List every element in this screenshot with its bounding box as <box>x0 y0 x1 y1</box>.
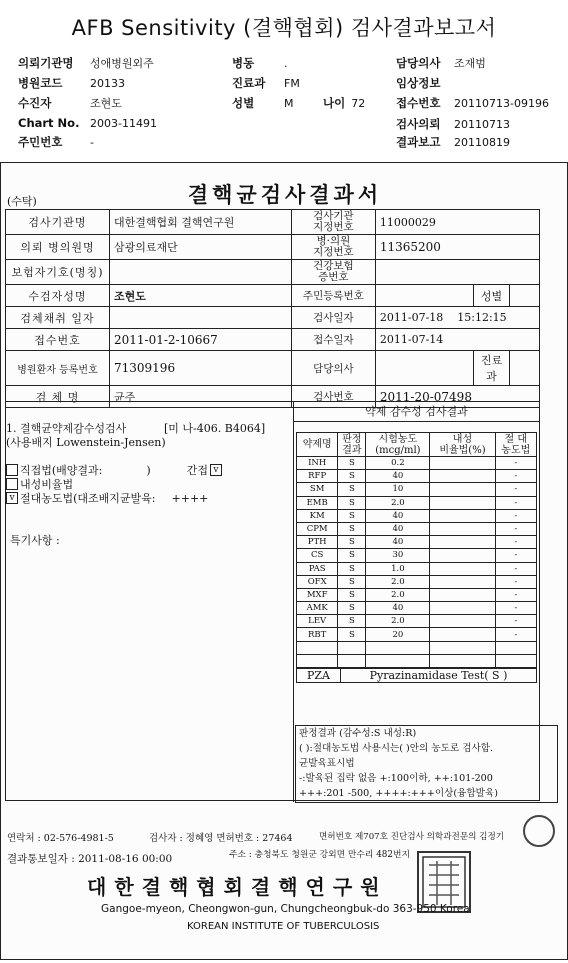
direct-checkbox[interactable] <box>6 464 18 476</box>
legend-line: 균발육표시법 <box>299 758 355 769</box>
insurance-label: 보험자기호(명칭) <box>6 260 110 285</box>
header-right-value: 20110713 <box>454 118 510 131</box>
drug-row <box>297 615 537 628</box>
drug-column-header: 약제명 <box>297 433 338 457</box>
header-left-value: 20133 <box>90 77 125 90</box>
drug-abs-cell: - <box>495 602 536 615</box>
insurance-value <box>110 260 292 285</box>
form-title: 결핵균검사결과서 <box>187 182 383 207</box>
drug-ratio-cell <box>430 549 495 562</box>
doctor-label: 담당의사 <box>291 351 375 386</box>
drug-conc-cell: 40 <box>366 470 430 483</box>
header-left-value: - <box>90 136 94 149</box>
drug-name-cell: EMB <box>297 496 338 509</box>
drug-abs-cell: - <box>495 470 536 483</box>
drug-ratio-cell <box>430 470 495 483</box>
drug-result-cell <box>338 641 366 654</box>
health-value <box>375 260 539 285</box>
drug-ratio-cell <box>430 457 495 470</box>
drug-name-cell: RBT <box>297 628 338 641</box>
sex-value <box>510 285 540 307</box>
drug-column-header: 판정 결과 <box>338 433 366 457</box>
drug-ratio-cell <box>430 654 495 667</box>
drug-result-cell: S <box>338 549 366 562</box>
drug-conc-cell: 2.0 <box>366 496 430 509</box>
drug-result-cell: S <box>338 496 366 509</box>
clinic-no-label: 병·의원 지정번호 <box>291 235 375 260</box>
drug-conc-cell <box>366 654 430 667</box>
drug-ratio-cell <box>430 509 495 522</box>
drug-row <box>297 562 537 575</box>
footer-address: 주소 : 충청북도 청원군 강외면 만수리 482번지 <box>229 850 410 860</box>
org-value: 대한결핵협회 결핵연구원 <box>110 210 292 235</box>
req-label: 의뢰 병의원명 <box>6 235 110 260</box>
drug-abs-cell: - <box>495 562 536 575</box>
collect-date-value <box>110 307 292 329</box>
drug-result-cell: S <box>338 536 366 549</box>
absolute-label: 절대농도법(대조배지균발육: <box>20 492 156 505</box>
drug-ratio-cell <box>430 602 495 615</box>
legend-line: +++:201 -500, ++++:+++이상(융합발육) <box>299 788 498 799</box>
drug-name-cell: MXF <box>297 588 338 601</box>
header-mid-value: M <box>284 97 294 110</box>
req-value: 삼광의료재단 <box>110 235 292 260</box>
header-left-field <box>18 75 125 91</box>
header-left-field <box>18 134 94 150</box>
drug-ratio-cell <box>430 641 495 654</box>
test-result-form <box>0 162 568 960</box>
header-right-field <box>396 116 510 132</box>
header-right-field <box>396 134 510 150</box>
indirect-label: 간접 <box>186 464 208 477</box>
drug-row <box>297 654 537 667</box>
clinic-no-value: 11365200 <box>375 235 539 260</box>
absolute-checkbox[interactable]: v <box>6 492 18 504</box>
header-right-value: 20110819 <box>454 136 510 149</box>
direct-close: ) <box>146 463 151 477</box>
drug-abs-cell: - <box>495 588 536 601</box>
drug-conc-cell: 0.2 <box>366 457 430 470</box>
receipt-no-label: 접수번호 <box>6 329 110 351</box>
specimen-label: 검 체 명 <box>6 386 110 408</box>
drug-name-cell: PTH <box>297 536 338 549</box>
reg-no-label: 병원환자 등록번호 <box>6 351 110 386</box>
header-right-field <box>396 55 486 71</box>
direct-label: 직접법(배양결과: <box>20 464 103 477</box>
drug-abs-cell <box>495 654 536 667</box>
drug-name-cell: RFP <box>297 470 338 483</box>
drug-row <box>297 457 537 470</box>
drug-conc-cell: 2.0 <box>366 615 430 628</box>
report-title: AFB Sensitivity (결핵협회) 검사결과보고서 <box>71 16 497 40</box>
indirect-checkbox[interactable]: v <box>210 464 222 476</box>
drug-name-cell: PAS <box>297 562 338 575</box>
drug-abs-cell: - <box>495 549 536 562</box>
drug-row <box>297 588 537 601</box>
patient-name-label: 수검자성명 <box>6 285 110 307</box>
drug-ratio-cell <box>430 522 495 535</box>
receipt-no-value: 2011-01-2-10667 <box>110 329 292 351</box>
drug-row <box>297 602 537 615</box>
footer-notify-date: 결과통보일자 : 2011-08-16 00:00 <box>7 853 173 865</box>
header-right-label: 임상정보 <box>396 76 441 90</box>
header-right-label: 접수번호 <box>396 96 441 110</box>
test-method: (사용배지 Lowenstein-Jensen) <box>6 436 166 449</box>
drug-conc-cell: 40 <box>366 602 430 615</box>
drug-conc-cell: 1.0 <box>366 562 430 575</box>
drug-name-cell: KM <box>297 509 338 522</box>
drug-result-cell: S <box>338 522 366 535</box>
small-seal-icon <box>523 815 555 847</box>
receipt-date-value: 2011-07-14 <box>375 329 539 351</box>
drug-abs-cell: - <box>495 509 536 522</box>
header-mid-value: . <box>284 57 288 70</box>
drug-ratio-cell <box>430 615 495 628</box>
header-right-label: 결과보고 <box>396 135 441 149</box>
test-no-label: 검사번호 <box>291 386 375 408</box>
drug-row <box>297 496 537 509</box>
drug-name-cell <box>297 641 338 654</box>
age-label: 나이 <box>323 96 346 110</box>
age-field <box>323 95 365 111</box>
ratio-label: 내성비율법 <box>20 478 74 491</box>
drug-abs-cell <box>495 641 536 654</box>
drug-conc-cell: 10 <box>366 483 430 496</box>
drug-ratio-cell <box>430 628 495 641</box>
drug-abs-cell: - <box>495 628 536 641</box>
drug-result-cell: S <box>338 457 366 470</box>
drug-column-header: 시험농도 (mcg/ml) <box>366 433 430 457</box>
pza-row <box>296 668 537 683</box>
drug-result-cell: S <box>338 509 366 522</box>
drug-conc-cell: 40 <box>366 522 430 535</box>
drug-result-cell: S <box>338 602 366 615</box>
drug-ratio-cell <box>430 496 495 509</box>
org-label: 검사기관명 <box>6 210 110 235</box>
pza-label: PZA <box>297 669 341 682</box>
footer-license: 면허번호 제707호 진단검사 의학과전문의 김정기 <box>319 832 505 842</box>
drug-ratio-cell <box>430 575 495 588</box>
absolute-growth: ++++ <box>171 491 209 505</box>
header-left-field <box>18 55 154 71</box>
rrn-value <box>375 285 473 307</box>
org-no-label: 검사기관 지정번호 <box>291 210 375 235</box>
drug-conc-cell: 2.0 <box>366 588 430 601</box>
stamp-label: (수탁) <box>7 195 37 208</box>
drug-section-title: 약제 감수성 검사결과 <box>294 402 539 422</box>
age-value: 72 <box>351 97 366 110</box>
drug-name-cell: INH <box>297 457 338 470</box>
header-right-label: 검사의뢰 <box>396 117 441 131</box>
header-mid-value: FM <box>284 77 300 90</box>
header-left-label: Chart No. <box>18 116 80 130</box>
header-right-value: 조재범 <box>454 57 486 70</box>
doctor-value <box>375 351 473 386</box>
test-code: [미 나-406. B4064] <box>164 422 266 435</box>
footer-examiner: 검사자 : 정혜영 면허번호 : 27464 <box>149 833 293 844</box>
drug-result-cell: S <box>338 483 366 496</box>
drug-name-cell: LEV <box>297 615 338 628</box>
drug-column-header: 절 대 농도법 <box>495 433 536 457</box>
footer-phone: 연락처 : 02-576-4981-5 <box>7 833 114 844</box>
header-left-value: 조현도 <box>90 97 122 110</box>
header-left-field <box>18 95 122 111</box>
drug-name-cell: CS <box>297 549 338 562</box>
sex-label: 성별 <box>474 285 510 307</box>
drug-abs-cell: - <box>495 457 536 470</box>
drug-row <box>297 470 537 483</box>
institute-name: 대한결핵협회결핵연구원 <box>87 875 388 899</box>
legend-line: 판정결과 (감수성:S 내성:R) <box>299 728 417 739</box>
drug-result-cell: S <box>338 562 366 575</box>
drug-name-cell: AMK <box>297 602 338 615</box>
drug-ratio-cell <box>430 483 495 496</box>
collect-date-label: 검체채취 일자 <box>6 307 110 329</box>
drug-abs-cell: - <box>495 483 536 496</box>
header-left-label: 의뢰기관명 <box>18 56 74 70</box>
drug-result-cell <box>338 654 366 667</box>
drug-result-cell: S <box>338 628 366 641</box>
header-right-label: 담당의사 <box>396 56 441 70</box>
drug-abs-cell: - <box>495 536 536 549</box>
test-no-value: 2011-20-07498 <box>375 386 539 408</box>
drug-conc-cell: 20 <box>366 628 430 641</box>
header-left-value: 성애병원외주 <box>90 57 154 70</box>
header-mid-label: 병동 <box>232 56 255 70</box>
drug-abs-cell: - <box>495 615 536 628</box>
drug-name-cell <box>297 654 338 667</box>
header-left-label: 주민번호 <box>18 135 63 149</box>
header-left-label: 수진자 <box>18 96 52 110</box>
drug-ratio-cell <box>430 588 495 601</box>
header-left-value: 2003-11491 <box>90 117 157 130</box>
header-right-value: 20110713-09196 <box>454 97 549 110</box>
special-notes-label: 특기사항 : <box>10 534 60 547</box>
drug-name-cell: SM <box>297 483 338 496</box>
drug-name-cell: OFX <box>297 575 338 588</box>
drug-conc-cell: 40 <box>366 536 430 549</box>
method-panel <box>6 402 294 802</box>
address-english: Gangoe-myeon, Cheongwon-gun, Chungcheongbuk-do 363-950 Korea <box>101 903 470 915</box>
header-right-field <box>396 95 549 111</box>
drug-ratio-cell <box>430 562 495 575</box>
drug-row <box>297 536 537 549</box>
absolute-method-row <box>6 490 208 506</box>
header-left-label: 병원코드 <box>18 76 63 90</box>
test-date-value: 2011-07-18 15:12:15 <box>375 307 539 329</box>
drug-conc-cell: 40 <box>366 509 430 522</box>
health-label: 건강보험 증번호 <box>291 260 375 285</box>
drug-row <box>297 628 537 641</box>
drug-result-cell: S <box>338 575 366 588</box>
drug-row <box>297 522 537 535</box>
drug-conc-cell: 30 <box>366 549 430 562</box>
legend-line: ( ):절대농도법 사용시는( )안의 농도로 검사함. <box>299 743 494 754</box>
header-right-field <box>396 75 454 91</box>
header-mid-label: 진료과 <box>232 76 266 90</box>
drug-name-cell: CPM <box>297 522 338 535</box>
legend-box <box>295 725 558 803</box>
drug-row <box>297 549 537 562</box>
patient-name-value: 조현도 <box>110 285 292 307</box>
test-date-label: 검사일자 <box>291 307 375 329</box>
drug-abs-cell: - <box>495 575 536 588</box>
dept-value <box>510 351 540 386</box>
dept-label: 진료과 <box>474 351 510 386</box>
drug-result-cell: S <box>338 615 366 628</box>
drug-row <box>297 575 537 588</box>
drug-abs-cell: - <box>495 522 536 535</box>
drug-row <box>297 641 537 654</box>
pza-value: Pyrazinamidase Test( S ) <box>369 669 508 682</box>
drug-conc-cell: 2.0 <box>366 575 430 588</box>
legend-line: -:발육된 집락 없음 +:100이하, ++:101-200 <box>299 773 493 784</box>
drug-column-header: 내성 비율법(%) <box>430 433 495 457</box>
drug-table <box>296 432 537 668</box>
drug-conc-cell <box>366 641 430 654</box>
drug-row <box>297 483 537 496</box>
institute-english: KOREAN INSTITUTE OF TUBERCULOSIS <box>187 921 380 932</box>
specimen-value: 균주 <box>110 386 292 408</box>
ratio-checkbox[interactable] <box>6 478 18 490</box>
drug-row <box>297 509 537 522</box>
header-mid-field <box>232 95 294 111</box>
header-mid-field <box>232 55 288 71</box>
test-name: 1. 결핵균약제감수성검사 <box>6 422 127 435</box>
org-no-value: 11000029 <box>375 210 539 235</box>
reg-no-value: 71309196 <box>110 351 292 386</box>
patient-info-table <box>5 209 540 408</box>
drug-result-cell: S <box>338 470 366 483</box>
drug-ratio-cell <box>430 536 495 549</box>
rrn-label: 주민등록번호 <box>291 285 375 307</box>
drug-result-cell: S <box>338 588 366 601</box>
drug-abs-cell: - <box>495 496 536 509</box>
receipt-date-label: 접수일자 <box>291 329 375 351</box>
header-mid-label: 성별 <box>232 96 255 110</box>
header-left-field <box>18 116 157 130</box>
header-mid-field <box>232 75 300 91</box>
